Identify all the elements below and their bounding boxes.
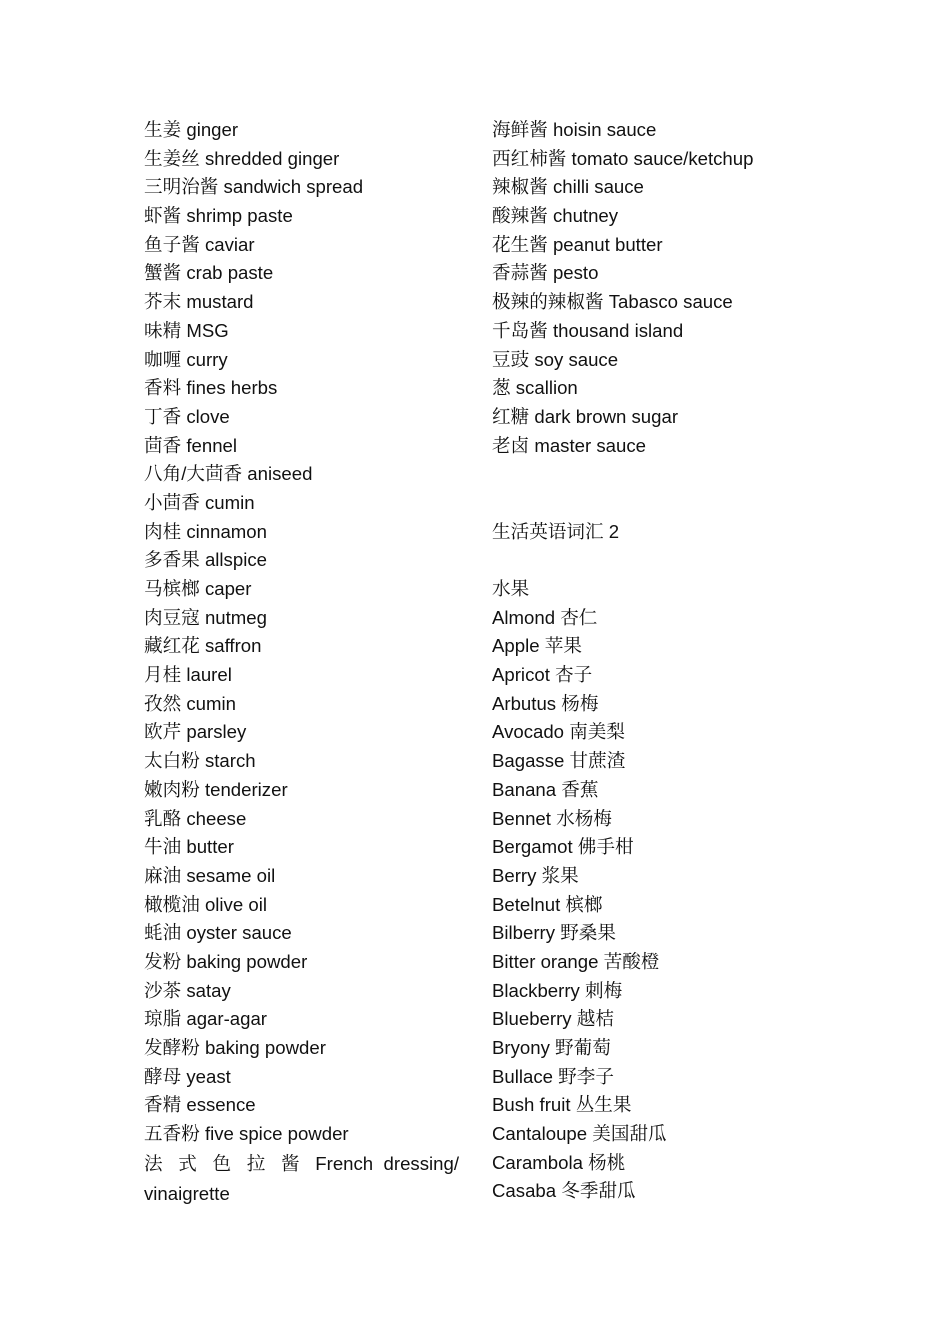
fruit-entry: Apricot 杏子	[492, 664, 593, 686]
fruit-entry: Almond 杏仁	[492, 606, 598, 628]
fruit-entry: Bush fruit 丛生果	[492, 1094, 632, 1116]
fruit-entry: Banana 香蕉	[492, 778, 599, 800]
vocab-entry: 蟹酱 crab paste	[144, 262, 274, 284]
vocab-entry: 马槟榔 caper	[144, 578, 252, 599]
vocab-entry: 欧芹 parsley	[144, 721, 247, 743]
vocab-entry: 香料 fines herbs	[144, 377, 278, 399]
vocab-entry: 琼脂 agar-agar	[144, 1008, 267, 1030]
vocab-entry: 极辣的辣椒酱 Tabasco sauce	[492, 291, 733, 313]
vocab-entry: 太白粉 starch	[144, 750, 256, 772]
fruit-entry: Bennet 水杨梅	[492, 807, 612, 829]
spacer	[492, 489, 812, 518]
fruit-entry: Berry 浆果	[492, 864, 579, 886]
fruit-entry: Bullace 野李子	[492, 1065, 614, 1087]
fruit-entry: Bagasse 甘蔗渣	[492, 750, 626, 772]
section-title: 生活英语词汇 2	[492, 520, 620, 542]
vocab-entry: 八角/大茴香 aniseed	[144, 463, 313, 485]
vocab-entry: 茴香 fennel	[144, 434, 238, 456]
fruit-entry: Carambola 杨桃	[492, 1151, 626, 1173]
vocab-entry: 肉豆寇 nutmeg	[144, 606, 267, 628]
vocab-entry: 乳酪 cheese	[144, 807, 247, 829]
spacer	[492, 460, 812, 489]
vocab-entry: 小茴香 cumin	[144, 491, 255, 513]
vocab-entry: 香蒜酱 pesto	[492, 262, 599, 284]
vocab-entry: 嫩肉粉 tenderizer	[144, 778, 288, 800]
fruit-entry: Bitter orange 苦酸橙	[492, 950, 660, 972]
fruit-entry: Blueberry 越桔	[492, 1008, 614, 1030]
vocab-entry: 海鲜酱 hoisin sauce	[492, 119, 657, 140]
fruit-heading: 水果	[492, 578, 530, 599]
vocab-entry: 沙茶 satay	[144, 979, 231, 1001]
vocab-entry: 葱 scallion	[492, 377, 578, 399]
vocab-entry: 发粉 baking powder	[144, 950, 308, 972]
vocab-entry: 味精 MSG	[144, 319, 229, 341]
vocab-entry: 香精 essence	[144, 1094, 256, 1116]
vocab-entry: 芥末 mustard	[144, 291, 254, 313]
left-vocabulary-column	[144, 116, 459, 1209]
vocab-entry: 花生酱 peanut butter	[492, 233, 663, 255]
vocab-entry: 牛油 butter	[144, 836, 234, 858]
vocab-entry: 藏红花 saffron	[144, 635, 262, 657]
right-vocabulary-column	[492, 116, 812, 1206]
fruit-entry: Arbutus 杨梅	[492, 692, 599, 714]
vocab-entry: 蚝油 oyster sauce	[144, 922, 292, 944]
fruit-entry: Avocado 南美梨	[492, 721, 625, 743]
fruit-entry: Apple 苹果	[492, 635, 582, 657]
vocab-entry: 生姜丝 shredded ginger	[144, 147, 340, 169]
vocab-entry: 千岛酱 thousand island	[492, 319, 684, 341]
vocab-entry: 辣椒酱 chilli sauce	[492, 176, 644, 198]
fruit-entry: Cantaloupe 美国甜瓜	[492, 1123, 667, 1145]
vocab-entry: 咖喱 curry	[144, 348, 228, 370]
vocab-entry: 红糖 dark brown sugar	[492, 405, 679, 427]
vocab-entry-wrapped: 法 式 色 拉 酱 French dressing/ vinaigrette	[144, 1152, 459, 1204]
vocab-entry: 肉桂 cinnamon	[144, 520, 267, 542]
fruit-entry: Bryony 野葡萄	[492, 1037, 611, 1058]
spacer	[492, 546, 812, 575]
fruit-entry: Casaba 冬季甜瓜	[492, 1180, 636, 1202]
vocab-entry: 虾酱 shrimp paste	[144, 205, 293, 227]
vocab-entry: 三明治酱 sandwich spread	[144, 176, 364, 198]
fruit-entry: Betelnut 槟榔	[492, 893, 603, 915]
vocab-entry: 橄榄油 olive oil	[144, 893, 267, 915]
vocab-entry: 孜然 cumin	[144, 692, 236, 714]
vocab-entry: 多香果 allspice	[144, 549, 267, 571]
vocab-entry: 鱼子酱 caviar	[144, 233, 255, 255]
vocab-entry: 五香粉 five spice powder	[144, 1123, 349, 1145]
fruit-entry: Bilberry 野桑果	[492, 922, 616, 944]
vocab-entry: 老卤 master sauce	[492, 434, 646, 456]
fruit-entry: Blackberry 刺梅	[492, 979, 623, 1001]
vocab-entry: 酸辣酱 chutney	[492, 205, 619, 227]
vocab-entry: 生姜 ginger	[144, 119, 239, 140]
vocab-entry: 麻油 sesame oil	[144, 864, 276, 886]
vocab-entry: 酵母 yeast	[144, 1065, 231, 1087]
vocab-entry: 西红柿酱 tomato sauce/ketchup	[492, 147, 754, 169]
vocab-entry: 发酵粉 baking powder	[144, 1037, 326, 1058]
vocab-entry: 月桂 laurel	[144, 664, 232, 686]
vocab-entry: 豆豉 soy sauce	[492, 348, 619, 370]
vocab-entry: 丁香 clove	[144, 405, 230, 427]
fruit-entry: Bergamot 佛手柑	[492, 836, 634, 858]
